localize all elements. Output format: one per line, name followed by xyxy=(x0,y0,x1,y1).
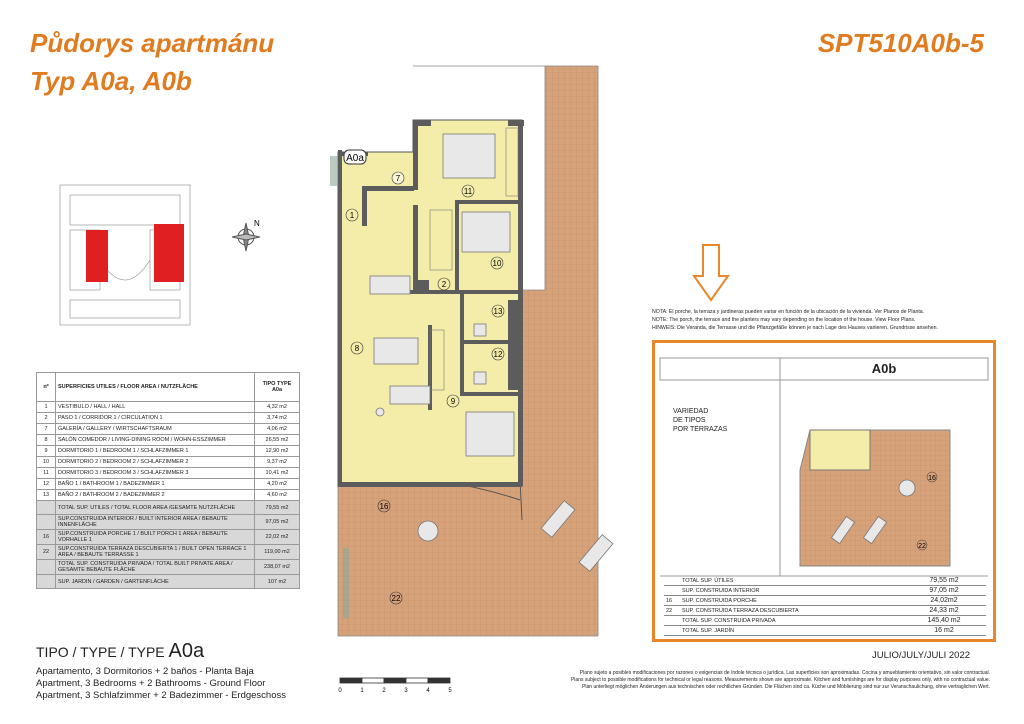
legal-de: Plan unterliegt möglichen Änderungen aus technischen oder rechtlichen Gründen. Die Flächen sind ca. Küche und Möblierung sind nur zur Veranschaulichung, ohne vertraglichen Wert. xyxy=(582,684,990,690)
svg-text:10: 10 xyxy=(492,259,502,268)
svg-text:11: 11 xyxy=(463,187,473,196)
svg-text:1: 1 xyxy=(349,211,355,220)
compass-north-label: N xyxy=(254,219,260,228)
site-unit-highlight-right xyxy=(154,224,184,282)
table-row: 2 PASO 1 / CORRIDOR 1 / CIRCULATION 1 3,74 m2 xyxy=(37,413,300,424)
scale-tick-3: 3 xyxy=(404,688,408,694)
a0b-title: A0b xyxy=(871,361,897,376)
table-row: TOTAL SUP. CONSTRUIDA PRIVADA / TOTAL BUILT PRIVATE AREA / GESAMTE BEBAUTE FLÄCHE 238,07 m2 xyxy=(37,560,300,575)
table-row: 22 SUP. CONSTRUIDA TERRAZA DESCUBIERTA 24,33 m2 xyxy=(664,606,986,616)
table-row: 12 BAÑO 1 / BATHROOM 1 / BADEZIMMER 1 4,20 m2 xyxy=(37,479,300,490)
legal-en: Plans subject to possible modifications for technical or legal reasons. Measurements shown are approximate. Kitchen and furnishings are for display purposes only, with no contractual value. xyxy=(570,677,990,683)
table-row: 11 DORMITORIO 3 / BEDROOM 3 / SCHLAFZIMMER 3 10,41 m2 xyxy=(37,468,300,479)
unit-label: A0a xyxy=(346,153,364,164)
room-number-22 xyxy=(390,592,402,604)
scale-tick-1: 1 xyxy=(360,688,364,694)
type-prefix: TIPO / TYPE / TYPE xyxy=(36,644,165,660)
notes xyxy=(652,308,1012,332)
svg-text:22: 22 xyxy=(391,594,401,603)
table-header: nº SUPERFICIES UTILES / FLOOR AREA / NUTZFLÄCHE TIPO TYPE A0a xyxy=(37,373,300,402)
a0b-room-number-16: 16 xyxy=(928,475,936,482)
legal-notice xyxy=(540,670,990,691)
table-row: 8 SALÓN COMEDOR / LIVING-DINING ROOM / WOHN-ESSZIMMER 26,55 m2 xyxy=(37,435,300,446)
svg-text:16: 16 xyxy=(379,502,389,511)
room-number-10 xyxy=(491,257,503,269)
a0b-variety-label xyxy=(673,407,727,434)
note-es: NOTA: El porche, la terraza y jardineras pueden variar en función de la ubicación de la vivienda. Ver Planos de Planta. xyxy=(652,309,925,315)
svg-text:9: 9 xyxy=(450,397,456,406)
title-line-2: Typ A0a, A0b xyxy=(30,66,192,96)
note-de: HINWEIS: Die Veranda, die Terrasse und die Pflanzgefäße können je nach Lage des Hauses variieren. Grundrisse ansehen. xyxy=(652,325,938,331)
scale-tick-5: 5 xyxy=(448,688,452,694)
room-number-16 xyxy=(378,500,390,512)
variety-line-1: VARIEDAD xyxy=(673,408,709,415)
type-label xyxy=(36,640,204,663)
variety-line-2: DE TIPOS xyxy=(673,417,706,424)
room-number-13 xyxy=(492,305,504,317)
table-row: 7 GALERÍA / GALLERY / WIRTSCHAFTSRAUM 4,06 m2 xyxy=(37,424,300,435)
svg-text:8: 8 xyxy=(354,344,360,353)
site-unit-highlight-left xyxy=(86,230,108,282)
svg-text:2: 2 xyxy=(441,280,447,289)
table-row: SUP.CONSTRUIDA INTERIOR / BUILT INTERIOR AREA / BEBAUTE INNENFLÄCHE 97,05 m2 xyxy=(37,515,300,530)
table-row: 9 DORMITORIO 1 / BEDROOM 1 / SCHLAFZIMMER 1 12,90 m2 xyxy=(37,446,300,457)
table-row: TOTAL SUP. CONSTRUIDA PRIVADA 145,40 m2 xyxy=(664,616,986,626)
down-arrow-icon xyxy=(694,245,728,300)
room-number-7 xyxy=(392,172,404,184)
a0b-room-number-22: 22 xyxy=(918,543,926,550)
table-row: 16 SUP. CONSTRUIDA PORCHE 24,02m2 xyxy=(664,596,986,606)
table-row: TOTAL SUP. ÚTILES 79,55 m2 xyxy=(664,576,986,586)
description-en: Apartment, 3 Bedrooms + 2 Bathrooms - Ground Floor xyxy=(36,678,266,689)
area-table xyxy=(36,372,300,589)
description-es: Apartamento, 3 Dormitorios + 2 baños - Planta Baja xyxy=(36,666,254,677)
scale-tick-4: 4 xyxy=(426,688,430,694)
scale-tick-0: 0 xyxy=(338,688,342,694)
table-row: 13 BAÑO 2 / BATHROOM 2 / BADEZIMMER 2 4,60 m2 xyxy=(37,490,300,501)
table-row: 10 DORMITORIO 2 / BEDROOM 2 / SCHLAFZIMMER 2 9,37 m2 xyxy=(37,457,300,468)
scale-bar xyxy=(336,668,476,694)
table-row: SUP. CONSTRUIDA INTERIOR 97,05 m2 xyxy=(664,586,986,596)
title-line-1: Půdorys apartmánu xyxy=(30,28,275,58)
table-row: TOTAL SUP. JARDÍN 16 m2 xyxy=(664,626,986,636)
legal-es: Plano sujeto a posibles modificaciones por razones o exigencias de índole técnica o jurídica. Las superficies son aproximadas. Cocina y amueblamiento orientativo, sin valor contractual. xyxy=(579,670,990,676)
table-row: SUP. JARDIN / GARDEN / GARTENFLÄCHE 107 m2 xyxy=(37,575,300,589)
svg-text:7: 7 xyxy=(395,174,401,183)
table-row: 1 VESTIBULO / HALL / HALL 4,32 m2 xyxy=(37,402,300,413)
a0b-area-table xyxy=(664,576,986,636)
svg-text:12: 12 xyxy=(493,350,503,359)
note-en: NOTE: The porch, the terrace and the planters may vary depending on the location of the house. View Floor Plans. xyxy=(652,317,916,323)
table-row: TOTAL SUP. UTILES / TOTAL FLOOR AREA /GESAMTE NUTZFLÄCHE 79,55 m2 xyxy=(37,501,300,515)
variety-line-3: POR TERRAZAS xyxy=(673,426,728,433)
description-de: Apartment, 3 Schlafzimmer + 2 Badezimmer - Erdgeschoss xyxy=(36,690,286,701)
table-row: 22 SUP.CONSTRUIDA TERRAZA DESCUBIERTA 1 / BUILT OPEN TERRACE 1 AREA / BEBAUTE TERRASSE 1 119,00 m2 xyxy=(37,545,300,560)
scale-tick-2: 2 xyxy=(382,688,386,694)
type-code: A0a xyxy=(168,640,205,662)
table-row: 16 SUP.CONSTRUIDA PORCHE 1 / BUILT PORCH 1 AREA / BEBAUTE VORHALLE 1 22,02 m2 xyxy=(37,530,300,545)
date-label: JULIO/JULY/JULI 2022 xyxy=(872,650,971,661)
svg-text:13: 13 xyxy=(493,307,503,316)
room-number-12 xyxy=(492,348,504,360)
plan-code: SPT510A0b-5 xyxy=(817,28,984,58)
